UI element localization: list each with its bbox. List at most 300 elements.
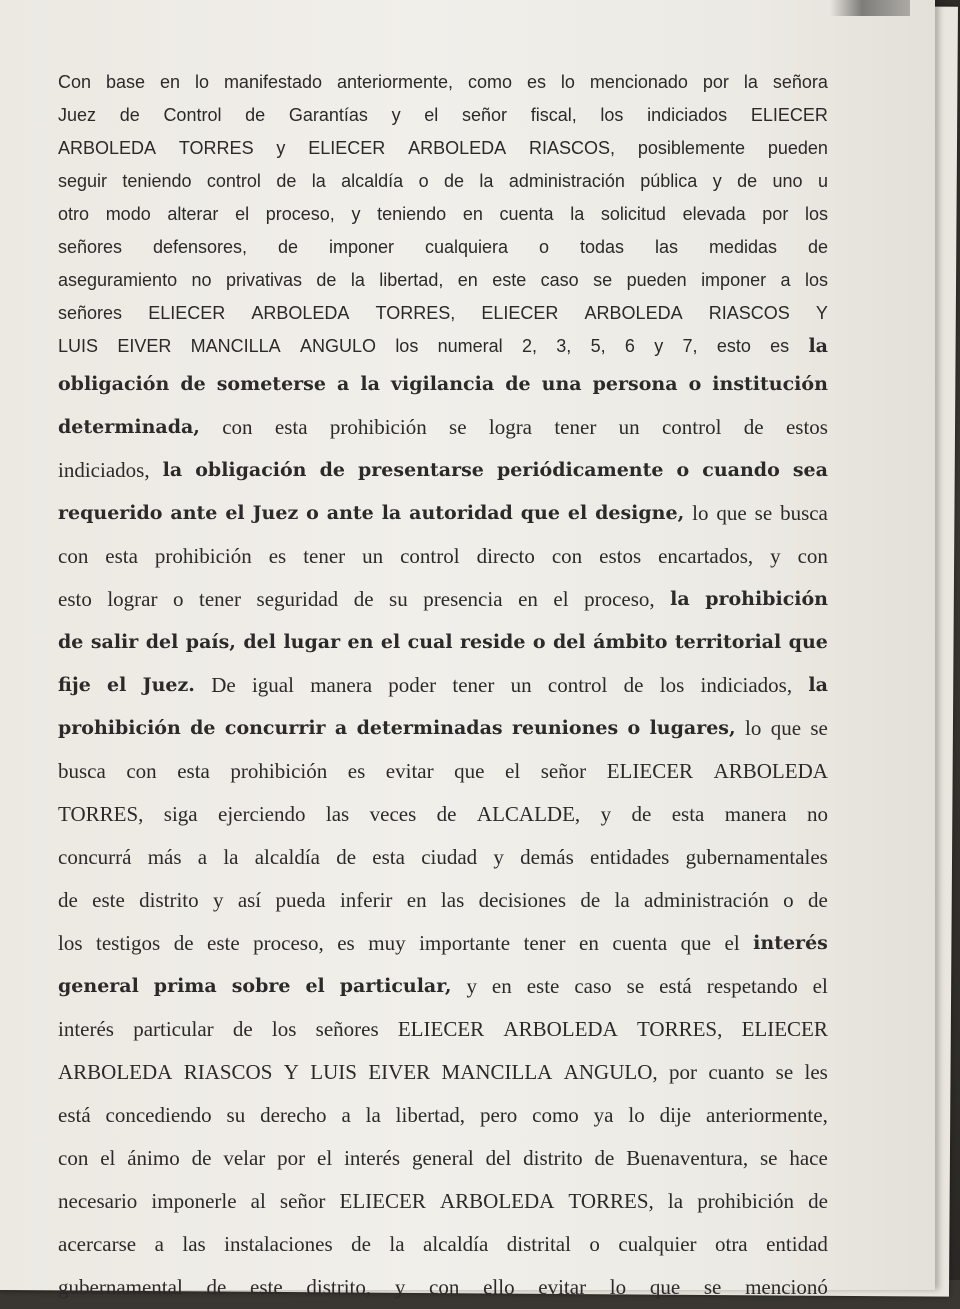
bold-word: fije bbox=[58, 674, 91, 696]
word: otro bbox=[58, 204, 90, 224]
word: gubernamental bbox=[58, 1275, 183, 1299]
word: en bbox=[579, 931, 599, 955]
word: esto bbox=[716, 336, 751, 356]
word: ello bbox=[483, 1275, 515, 1299]
bold-word: determinada, bbox=[58, 416, 200, 438]
word: ya bbox=[593, 1103, 614, 1127]
bold-word: o bbox=[532, 631, 546, 653]
bold-word: la bbox=[808, 335, 828, 357]
word: imponerle bbox=[151, 1189, 237, 1213]
text-line bbox=[58, 1051, 828, 1094]
word: señora bbox=[772, 72, 828, 92]
text-line bbox=[58, 66, 828, 99]
word: de bbox=[443, 171, 465, 191]
word: con bbox=[797, 544, 828, 568]
word: el bbox=[812, 974, 828, 998]
bold-word: Juez. bbox=[142, 674, 195, 696]
word: igual bbox=[251, 673, 294, 697]
word: ALCALDE, bbox=[476, 802, 581, 826]
word: manifestado bbox=[223, 72, 322, 92]
word: estos bbox=[785, 415, 828, 439]
word: el bbox=[424, 105, 439, 125]
word: tener bbox=[523, 931, 566, 955]
document-body bbox=[58, 66, 828, 1309]
bold-word: prohibición bbox=[58, 717, 181, 739]
bold-word: la bbox=[162, 459, 183, 481]
word: lo bbox=[628, 1103, 645, 1127]
word: de bbox=[808, 1189, 828, 1213]
bold-word: lugar bbox=[283, 631, 341, 653]
word: veces bbox=[369, 802, 417, 826]
word: la bbox=[350, 270, 365, 290]
word: ANGULO bbox=[299, 336, 377, 356]
word: Y bbox=[815, 303, 828, 323]
bold-word: cual bbox=[407, 631, 453, 653]
word: de bbox=[631, 802, 652, 826]
text-line bbox=[58, 535, 828, 578]
word: tener bbox=[554, 415, 597, 439]
word: este bbox=[207, 931, 240, 955]
word: de bbox=[353, 587, 374, 611]
word: ELIECER bbox=[750, 105, 828, 125]
word: RIASCOS bbox=[183, 1060, 273, 1084]
bold-word: ámbito bbox=[593, 631, 668, 653]
word: y bbox=[770, 544, 781, 568]
bold-word: institución bbox=[712, 373, 828, 395]
bold-word: una bbox=[541, 373, 582, 395]
word: se bbox=[754, 501, 773, 525]
word: solicitud bbox=[600, 204, 666, 224]
word: o bbox=[783, 888, 794, 912]
word: testigos bbox=[96, 931, 161, 955]
word: es bbox=[268, 544, 287, 568]
bold-word: prohibición bbox=[705, 588, 828, 610]
word: LUIS bbox=[310, 1060, 357, 1084]
word: ejerciendo bbox=[218, 802, 306, 826]
word: 7, bbox=[682, 336, 698, 356]
word: señores bbox=[58, 303, 123, 323]
word: imponer bbox=[329, 237, 395, 257]
word: y bbox=[712, 171, 722, 191]
word: lo bbox=[692, 501, 709, 525]
word: busca bbox=[58, 759, 106, 783]
word: todas bbox=[579, 237, 625, 257]
word: ELIECER bbox=[606, 759, 694, 783]
word: ARBOLEDA bbox=[251, 303, 350, 323]
word: el bbox=[235, 204, 250, 224]
word: señor bbox=[540, 759, 587, 783]
text-line bbox=[58, 879, 828, 922]
text-line bbox=[58, 406, 828, 449]
bold-word: la bbox=[381, 502, 402, 524]
bold-word: de bbox=[505, 373, 531, 395]
word: como bbox=[467, 72, 512, 92]
bold-word: el bbox=[305, 975, 325, 997]
word: esta bbox=[177, 759, 210, 783]
bold-word: concurrir bbox=[224, 717, 326, 739]
word: no bbox=[191, 270, 212, 290]
word: administración bbox=[508, 171, 625, 191]
word: un bbox=[510, 673, 532, 697]
word: ARBOLEDA bbox=[503, 1017, 618, 1041]
word: de bbox=[206, 1275, 227, 1299]
text-line bbox=[58, 922, 828, 965]
word: es bbox=[770, 336, 790, 356]
word: dije bbox=[659, 1103, 692, 1127]
bold-word: la bbox=[808, 674, 828, 696]
word: poder bbox=[388, 673, 437, 697]
word: muy bbox=[368, 931, 406, 955]
word: caso bbox=[574, 974, 612, 998]
word: en bbox=[406, 888, 427, 912]
word: se bbox=[775, 1060, 794, 1084]
bold-word: ante bbox=[326, 502, 374, 524]
word: con bbox=[429, 1275, 460, 1299]
bold-word: o bbox=[627, 717, 641, 739]
word: modo bbox=[105, 204, 151, 224]
word: este bbox=[92, 888, 125, 912]
bold-word: de bbox=[190, 717, 216, 739]
word: se bbox=[626, 974, 645, 998]
word: se bbox=[449, 415, 467, 439]
word: siga bbox=[163, 802, 198, 826]
word: no bbox=[806, 802, 828, 826]
bold-word: determinadas bbox=[356, 717, 503, 739]
word: los bbox=[600, 105, 624, 125]
text-line bbox=[58, 836, 828, 879]
word: TORRES, bbox=[375, 303, 456, 323]
text-line bbox=[58, 264, 828, 297]
word: la bbox=[667, 1189, 684, 1213]
bold-word: la bbox=[360, 373, 380, 395]
text-line bbox=[58, 231, 828, 264]
word: indiciados bbox=[647, 105, 728, 125]
word: concediendo bbox=[105, 1103, 212, 1127]
word: de bbox=[351, 1232, 371, 1256]
word: alterar bbox=[167, 204, 219, 224]
word: teniendo bbox=[377, 204, 447, 224]
word: gubernamentales bbox=[685, 845, 828, 869]
text-line bbox=[58, 750, 828, 793]
word: lo bbox=[560, 72, 575, 92]
word: pueda bbox=[275, 888, 326, 912]
word: del bbox=[485, 1146, 512, 1170]
bold-word: o bbox=[676, 459, 690, 481]
word: anteriormente, bbox=[705, 1103, 828, 1127]
word: MANCILLA bbox=[190, 336, 281, 356]
word: en bbox=[457, 270, 478, 290]
bold-word: la bbox=[670, 588, 690, 610]
bold-word: presentarse bbox=[358, 459, 484, 481]
word: con bbox=[58, 544, 89, 568]
bold-word: designe, bbox=[595, 502, 685, 524]
word: y bbox=[600, 802, 612, 826]
word: la bbox=[570, 204, 585, 224]
word: cuanto bbox=[708, 1060, 765, 1084]
word: al bbox=[250, 1189, 266, 1213]
bold-word: autoridad bbox=[409, 502, 513, 524]
text-line bbox=[58, 1094, 828, 1137]
word: ELIECER bbox=[148, 303, 226, 323]
word: defensores, bbox=[153, 237, 248, 257]
word: decisiones bbox=[478, 888, 567, 912]
word: libertad, bbox=[379, 270, 444, 290]
word: 3, bbox=[556, 336, 572, 356]
bold-word: lugares, bbox=[649, 717, 736, 739]
word: imponer bbox=[701, 270, 767, 290]
word: Y bbox=[283, 1060, 299, 1084]
bold-word: de bbox=[180, 373, 206, 395]
bold-word: o bbox=[688, 373, 702, 395]
word: la bbox=[365, 1103, 381, 1127]
text-line bbox=[58, 449, 828, 492]
word: pero bbox=[479, 1103, 518, 1127]
word: y bbox=[493, 845, 504, 869]
word: lo bbox=[744, 716, 762, 740]
word: busca bbox=[780, 501, 828, 525]
text-line bbox=[58, 132, 828, 165]
word: en bbox=[491, 974, 512, 998]
word: administración bbox=[644, 888, 769, 912]
word: numeral bbox=[437, 336, 503, 356]
text-line bbox=[58, 198, 828, 231]
word: les bbox=[804, 1060, 828, 1084]
word: se bbox=[703, 1275, 722, 1299]
word: lograr bbox=[107, 587, 158, 611]
bold-word: a bbox=[334, 717, 348, 739]
text-line bbox=[58, 363, 828, 406]
bold-word: territorial bbox=[674, 631, 782, 653]
word: este bbox=[492, 270, 527, 290]
word: demás bbox=[520, 845, 574, 869]
text-line bbox=[58, 330, 828, 363]
word: de bbox=[336, 845, 357, 869]
word: evitar bbox=[538, 1275, 587, 1299]
word: Garantías bbox=[288, 105, 368, 125]
word: ANGULO, bbox=[563, 1060, 658, 1084]
word: medidas bbox=[708, 237, 777, 257]
text-line bbox=[58, 965, 828, 1008]
word: hace bbox=[789, 1146, 828, 1170]
word: esta bbox=[105, 544, 138, 568]
word: distrito bbox=[523, 1146, 583, 1170]
bold-word: reuniones bbox=[511, 717, 619, 739]
word: el bbox=[317, 1146, 333, 1170]
word: De bbox=[211, 673, 236, 697]
word: y bbox=[351, 204, 361, 224]
word: EIVER bbox=[117, 336, 172, 356]
word: alcaldía bbox=[341, 171, 404, 191]
word: este bbox=[526, 974, 560, 998]
text-line bbox=[58, 793, 828, 836]
word: distrito bbox=[139, 888, 199, 912]
bold-word: obligación bbox=[195, 459, 307, 481]
text-line bbox=[58, 1180, 828, 1223]
word: a bbox=[197, 845, 208, 869]
word: de bbox=[743, 415, 764, 439]
word: cuenta bbox=[612, 931, 668, 955]
word: 6 bbox=[624, 336, 635, 356]
word: control bbox=[661, 415, 722, 439]
word: es bbox=[347, 759, 366, 783]
word: ciudad bbox=[421, 845, 478, 869]
word: TORRES, bbox=[636, 1017, 723, 1041]
bold-word: sea bbox=[792, 459, 828, 481]
word: de bbox=[594, 1146, 615, 1170]
word: cualquier bbox=[618, 1232, 697, 1256]
text-line bbox=[58, 664, 828, 707]
bold-word: sobre bbox=[231, 975, 291, 997]
word: general bbox=[411, 1146, 474, 1170]
word: otra bbox=[714, 1232, 748, 1256]
word: más bbox=[147, 845, 182, 869]
bold-word: de bbox=[319, 459, 345, 481]
word: la bbox=[311, 171, 326, 191]
word: es bbox=[526, 72, 546, 92]
word: tener bbox=[199, 587, 242, 611]
bold-word: reside bbox=[460, 631, 526, 653]
bold-word: el bbox=[380, 631, 401, 653]
page-edge-shadow bbox=[830, 0, 910, 16]
word: proceso, bbox=[253, 931, 324, 955]
bold-word: cuando bbox=[702, 459, 780, 481]
word: instalaciones bbox=[224, 1232, 333, 1256]
word: prohibición bbox=[329, 415, 427, 439]
word: fiscal, bbox=[530, 105, 577, 125]
word: interés bbox=[58, 1017, 114, 1041]
word: así bbox=[237, 888, 262, 912]
word: ELIECER bbox=[481, 303, 559, 323]
text-line bbox=[58, 1008, 828, 1051]
word: en bbox=[462, 204, 483, 224]
bold-word: a bbox=[337, 373, 350, 395]
word: las bbox=[182, 1232, 206, 1256]
word: esta bbox=[671, 802, 705, 826]
word: inferir bbox=[339, 888, 393, 912]
word: RIASCOS, bbox=[529, 138, 616, 158]
word: está bbox=[58, 1103, 91, 1127]
word: ARBOLEDA bbox=[713, 759, 828, 783]
word: EIVER bbox=[368, 1060, 431, 1084]
word: ARBOLEDA bbox=[408, 138, 507, 158]
text-line bbox=[58, 492, 828, 535]
word: como bbox=[532, 1103, 579, 1127]
word: en bbox=[159, 72, 181, 92]
word: pueden bbox=[767, 138, 828, 158]
word: y bbox=[212, 888, 224, 912]
word: el bbox=[553, 587, 569, 611]
word: ARBOLEDA bbox=[584, 303, 683, 323]
word: que bbox=[716, 501, 747, 525]
word: cuenta bbox=[499, 204, 554, 224]
word: o bbox=[539, 237, 550, 257]
word: tener bbox=[452, 673, 495, 697]
word: de bbox=[58, 888, 78, 912]
word: Control bbox=[163, 105, 222, 125]
word: de bbox=[119, 105, 140, 125]
word: prohibición bbox=[230, 759, 328, 783]
word: tener bbox=[303, 544, 346, 568]
word: por bbox=[668, 1060, 697, 1084]
word: derecho bbox=[260, 1103, 327, 1127]
word: señores bbox=[58, 237, 123, 257]
word: de bbox=[580, 888, 601, 912]
word: ELIECER bbox=[741, 1017, 828, 1041]
word: particular bbox=[133, 1017, 214, 1041]
word: manera bbox=[724, 802, 787, 826]
word: o bbox=[418, 171, 429, 191]
word: anteriormente, bbox=[336, 72, 454, 92]
word: de bbox=[737, 171, 758, 191]
word: MANCILLA bbox=[441, 1060, 553, 1084]
word: los bbox=[804, 204, 828, 224]
word: aseguramiento bbox=[58, 270, 178, 290]
word: que bbox=[649, 1275, 681, 1299]
bold-word: el bbox=[225, 502, 245, 524]
word: el bbox=[100, 1146, 116, 1170]
word: la bbox=[479, 171, 494, 191]
bold-word: o bbox=[306, 502, 319, 524]
text-line bbox=[58, 578, 828, 621]
word: y bbox=[391, 105, 401, 125]
word: esta bbox=[372, 845, 405, 869]
word: ELIECER bbox=[339, 1189, 426, 1213]
word: los bbox=[395, 336, 419, 356]
word: de bbox=[623, 673, 644, 697]
word: que bbox=[454, 759, 485, 783]
bold-word: periódicamente bbox=[496, 459, 664, 481]
word: las bbox=[325, 802, 350, 826]
word: prohibición bbox=[697, 1189, 795, 1213]
bold-word: del bbox=[553, 631, 586, 653]
word: necesario bbox=[58, 1189, 138, 1213]
word: ELIECER bbox=[308, 138, 386, 158]
word: 5, bbox=[590, 336, 606, 356]
word: acercarse bbox=[58, 1232, 137, 1256]
word: a bbox=[780, 270, 791, 290]
word: a bbox=[154, 1232, 164, 1256]
word: entidad bbox=[766, 1232, 828, 1256]
word: distrital bbox=[506, 1232, 571, 1256]
word: con bbox=[126, 759, 157, 783]
word: el bbox=[505, 759, 521, 783]
word: mencionó bbox=[745, 1275, 828, 1299]
word: de bbox=[436, 802, 457, 826]
word: u bbox=[817, 171, 828, 191]
word: los bbox=[659, 673, 685, 697]
text-line bbox=[58, 1223, 828, 1266]
word: un bbox=[362, 544, 384, 568]
bold-word: requerido bbox=[58, 502, 163, 524]
bold-word: persona bbox=[592, 373, 678, 395]
word: esto bbox=[58, 587, 92, 611]
word: control bbox=[547, 673, 608, 697]
word: y bbox=[654, 336, 664, 356]
word: con bbox=[58, 1146, 89, 1170]
word: de bbox=[808, 888, 828, 912]
word: su bbox=[226, 1103, 246, 1127]
word: importante bbox=[419, 931, 511, 955]
bold-word: prima bbox=[153, 975, 217, 997]
word: prohibición bbox=[154, 544, 252, 568]
word: de bbox=[245, 105, 266, 125]
word: TORRES bbox=[178, 138, 254, 158]
word: de bbox=[191, 1146, 212, 1170]
word: distrito, bbox=[306, 1275, 372, 1299]
word: ARBOLEDA bbox=[58, 138, 157, 158]
word: la bbox=[743, 72, 758, 92]
word: Juez bbox=[58, 105, 97, 125]
